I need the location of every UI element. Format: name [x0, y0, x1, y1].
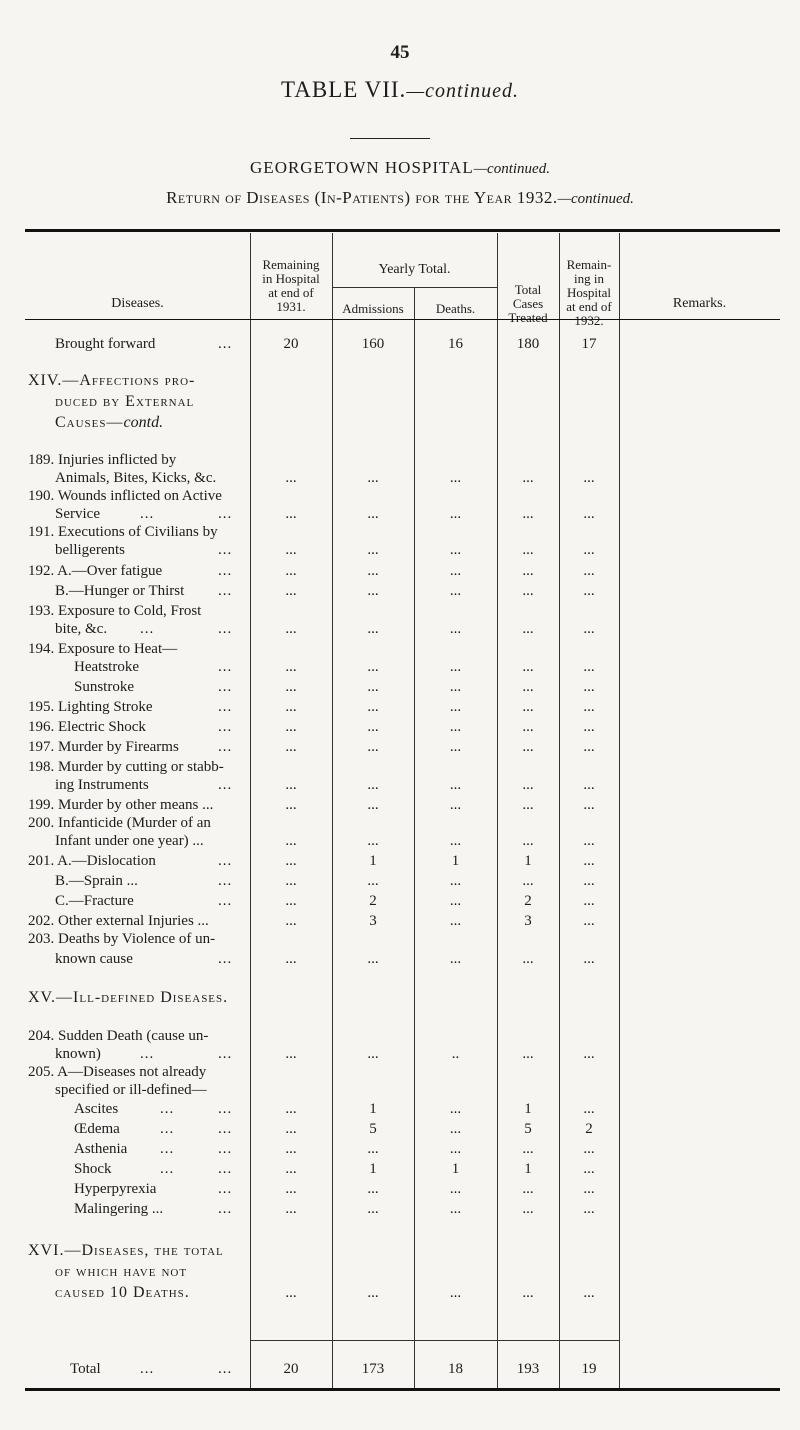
row-label: Heatstroke	[74, 659, 139, 675]
cell-deaths: ...	[449, 777, 462, 793]
row-label: 194. Exposure to Heat—	[28, 641, 178, 657]
leader-dots: ...	[218, 542, 233, 558]
cell-remaining-1932: ...	[583, 1161, 595, 1177]
table-row	[0, 583, 800, 599]
cell-remaining-1931: ...	[285, 951, 297, 967]
table-row	[0, 506, 800, 522]
cell-remaining-1932: ...	[583, 1141, 595, 1157]
cell-deaths: ...	[449, 563, 462, 579]
cell-deaths: ...	[449, 583, 462, 599]
section-xiv-title-2: duced by External	[55, 393, 195, 410]
header-yearly-total: Yearly Total.	[378, 262, 451, 277]
leader-dots: ...	[218, 1161, 233, 1177]
row-label: 192. A.—Over fatigue	[28, 563, 163, 579]
cell-remaining-1931: ...	[285, 1101, 297, 1117]
row-label: B.—Sprain ...	[55, 873, 138, 889]
cell-admissions: ...	[367, 583, 379, 599]
table-row	[0, 1201, 800, 1217]
row-label: 193. Exposure to Cold, Frost	[28, 603, 202, 619]
cell-total-cases: 180	[516, 336, 540, 352]
cell-deaths: ...	[449, 913, 462, 929]
cell-admissions: ...	[367, 833, 379, 849]
leader-dots: ...	[218, 336, 233, 352]
row-label: 196. Electric Shock	[28, 719, 146, 735]
table-bottom-rule	[25, 1388, 780, 1391]
cell-deaths: ...	[449, 621, 462, 637]
cell-deaths: ...	[449, 699, 462, 715]
return-heading	[0, 188, 800, 208]
table-row	[0, 679, 800, 695]
leader-dots: ...	[160, 1141, 175, 1157]
leader-dots: ...	[218, 893, 233, 909]
cell-remaining-1932: ...	[583, 853, 595, 869]
page-number: 45	[390, 42, 410, 63]
cell-deaths: ...	[449, 506, 462, 522]
table-row	[0, 563, 800, 579]
cell-total-cases: ...	[522, 506, 534, 522]
cell-remaining-1931: ...	[285, 1121, 297, 1137]
cell-admissions: 2	[369, 893, 377, 909]
leader-dots: ...	[218, 1046, 233, 1062]
section-xvi-line1	[28, 1242, 224, 1260]
cell-total-cases: ...	[522, 699, 534, 715]
table-row	[0, 1028, 800, 1044]
cell-deaths: ...	[449, 893, 462, 909]
cell-admissions: ...	[367, 1201, 379, 1217]
leader-dots: ...	[218, 563, 233, 579]
cell-deaths: ...	[449, 951, 462, 967]
leader-dots: ...	[218, 951, 233, 967]
row-label: Œdema	[74, 1121, 120, 1137]
row-label: 189. Injuries inflicted by	[28, 452, 177, 468]
header-admissions: Admissions	[342, 301, 404, 316]
section-xv-line1	[28, 989, 228, 1007]
cell-admissions: ...	[367, 1141, 379, 1157]
cell-remaining-1932: ...	[583, 470, 595, 486]
leader-dots: ...	[218, 1121, 233, 1137]
cell-remaining-1932: ...	[583, 699, 595, 715]
leader-dots: ...	[218, 1141, 233, 1157]
cell-deaths: ...	[449, 542, 462, 558]
cell-total-cases: ...	[522, 873, 534, 889]
table-row	[0, 1285, 800, 1301]
cell-remaining-1931: ...	[285, 1181, 297, 1197]
cell-deaths: ...	[449, 1201, 462, 1217]
cell-deaths: ...	[449, 739, 462, 755]
table-row	[0, 931, 800, 947]
leader-dots: ...	[140, 1046, 155, 1062]
table-top-rule	[25, 229, 780, 232]
cell-admissions: ...	[367, 777, 379, 793]
cell-remaining-1932: ...	[583, 1101, 595, 1117]
row-label: Asthenia	[74, 1141, 128, 1157]
cell-remaining-1932: ...	[583, 621, 595, 637]
table-row	[0, 833, 800, 849]
cell-deaths: ...	[449, 470, 462, 486]
cell-total-cases: ...	[522, 777, 534, 793]
cell-total-cases: ...	[522, 1046, 534, 1062]
cell-admissions: ...	[367, 542, 379, 558]
cell-remaining-1932: ...	[583, 739, 595, 755]
cell-remaining-1931: ...	[285, 470, 297, 486]
cell-deaths: 1	[451, 853, 460, 869]
row-label: 201. A.—Dislocation	[28, 853, 156, 869]
cell-remaining-1932: ...	[583, 873, 595, 889]
section-xvi-title-3: caused 10 Deaths.	[55, 1284, 190, 1301]
cell-admissions: 1	[369, 1161, 377, 1177]
leader-dots: ...	[218, 1201, 233, 1217]
table-row	[0, 488, 800, 504]
table-row	[0, 719, 800, 735]
row-label: known)	[55, 1046, 101, 1062]
cell-remaining-1931: ...	[285, 699, 297, 715]
row-label: 197. Murder by Firearms	[28, 739, 179, 755]
yearly-total-underline	[332, 287, 497, 288]
cell-admissions: ...	[367, 873, 379, 889]
cell-remaining-1931: ...	[285, 1161, 297, 1177]
cell-total-cases: ...	[522, 951, 534, 967]
cell-remaining-1932: 2	[585, 1121, 593, 1137]
header-deaths: Deaths.	[435, 301, 476, 316]
row-label: known cause	[55, 951, 133, 967]
cell-total-cases: 1	[524, 1161, 532, 1177]
leader-dots: ...	[218, 1101, 233, 1117]
row-label: 199. Murder by other means ...	[28, 797, 214, 813]
header-remaining-1931: Remaining in Hospital at end of 1931.	[262, 257, 320, 314]
cell-total-cases: ...	[522, 583, 534, 599]
cell-deaths: ...	[449, 797, 462, 813]
cell-remaining-1932: ...	[583, 913, 595, 929]
row-label: 202. Other external Injuries ...	[28, 913, 209, 929]
cell-deaths: ...	[449, 679, 462, 695]
cell-remaining-1932: ...	[583, 542, 595, 558]
leader-dots: ...	[160, 1161, 175, 1177]
cell-total-cases: ...	[522, 563, 534, 579]
table-row	[0, 797, 800, 813]
cell-remaining-1932: ...	[583, 679, 595, 695]
cell-deaths: ...	[449, 1285, 462, 1301]
cell-deaths: 16	[448, 336, 463, 352]
cell-total-cases: ...	[522, 739, 534, 755]
row-label: 203. Deaths by Violence of un-	[28, 931, 216, 947]
section-xiv-title: XIV.—Affections pro-	[28, 372, 196, 389]
cell-admissions: ...	[367, 506, 379, 522]
cell-deaths: ...	[449, 833, 462, 849]
cell-remaining-1931: ...	[285, 563, 297, 579]
row-label: 200. Infanticide (Murder of an	[28, 815, 211, 831]
cell-remaining-1932: ...	[583, 583, 595, 599]
table-row	[0, 470, 800, 486]
section-xvi-line2	[55, 1263, 187, 1281]
leader-dots: ...	[218, 679, 233, 695]
table-row	[0, 336, 800, 352]
table-row	[0, 1141, 800, 1157]
cell-remaining-1932: ...	[583, 659, 595, 675]
table-row	[0, 1046, 800, 1062]
cell-remaining-1931: ...	[285, 777, 297, 793]
table-row	[0, 951, 800, 967]
table-row	[0, 621, 800, 637]
row-label: Animals, Bites, Kicks, &c.	[55, 470, 217, 486]
cell-admissions: ...	[367, 679, 379, 695]
cell-total-cases: ...	[522, 542, 534, 558]
row-label: C.—Fracture	[55, 893, 134, 909]
table-row	[0, 699, 800, 715]
section-xvi-title-2: of which have not	[55, 1263, 188, 1280]
table-row	[0, 873, 800, 889]
cell-deaths: ...	[449, 1181, 462, 1197]
cell-remaining-1931: ...	[285, 1046, 297, 1062]
cell-deaths: 1	[451, 1161, 460, 1177]
cell-admissions: ...	[367, 699, 379, 715]
cell-remaining-1932: ...	[583, 563, 595, 579]
cell-remaining-1931: ...	[285, 542, 297, 558]
leader-dots: ...	[218, 583, 233, 599]
cell-deaths: ...	[449, 1101, 462, 1117]
cell-total-cases: ...	[522, 621, 534, 637]
cell-deaths: ...	[449, 1141, 462, 1157]
cell-admissions: ...	[367, 563, 379, 579]
cell-remaining-1932: ...	[583, 1285, 595, 1301]
row-label: Total	[70, 1361, 101, 1377]
cell-total-cases: 3	[524, 913, 532, 929]
cell-total-cases: 1	[524, 853, 532, 869]
leader-dots: ...	[218, 1181, 233, 1197]
leader-dots: ...	[160, 1121, 175, 1137]
cell-remaining-1931: ...	[285, 1285, 297, 1301]
table-row	[0, 777, 800, 793]
table-row	[0, 659, 800, 675]
table-title-main: TABLE VII.	[281, 77, 407, 102]
row-label: B.—Hunger or Thirst	[55, 583, 185, 599]
table-row-total	[0, 1361, 800, 1377]
cell-admissions: ...	[367, 951, 379, 967]
cell-remaining-1931: ...	[285, 679, 297, 695]
leader-dots: ...	[218, 853, 233, 869]
row-label: 195. Lighting Stroke	[28, 699, 153, 715]
cell-remaining-1932: ...	[583, 893, 595, 909]
row-label: 191. Executions of Civilians by	[28, 524, 218, 540]
header-bottom-rule	[25, 319, 780, 320]
total-separator-line	[250, 1340, 619, 1341]
cell-admissions: ...	[367, 659, 379, 675]
leader-dots: ...	[218, 873, 233, 889]
cell-deaths: ...	[449, 719, 462, 735]
return-title: Return of Diseases (In-Patients) for the Year 1932.	[166, 188, 558, 207]
cell-remaining-1932: ...	[583, 951, 595, 967]
cell-remaining-1931: ...	[285, 583, 297, 599]
row-label: bite, &c.	[55, 621, 108, 637]
row-label: Hyperpyrexia	[74, 1181, 157, 1197]
cell-admissions: ...	[367, 1181, 379, 1197]
cell-remaining-1931: 20	[283, 1361, 299, 1377]
cell-remaining-1932: ...	[583, 719, 595, 735]
table-row	[0, 641, 800, 657]
hospital-name: GEORGETOWN HOSPITAL	[250, 158, 474, 177]
leader-dots: ...	[140, 1361, 155, 1377]
table-row	[0, 759, 800, 775]
cell-admissions: ...	[367, 1046, 379, 1062]
table-row	[0, 524, 800, 540]
header-remarks: Remarks.	[672, 296, 727, 311]
section-xvi-title: XVI.—Diseases, the total	[28, 1242, 224, 1259]
hospital-continued: —continued.	[473, 161, 550, 177]
cell-total-cases: ...	[522, 470, 534, 486]
leader-dots: ...	[218, 739, 233, 755]
row-label: Malingering ...	[74, 1201, 164, 1217]
section-xiv-line1	[28, 372, 195, 390]
cell-remaining-1932: 19	[581, 1361, 597, 1377]
cell-deaths: 18	[448, 1361, 463, 1377]
row-label: Sunstroke	[74, 679, 134, 695]
cell-remaining-1931: ...	[285, 659, 297, 675]
hospital-heading	[0, 158, 800, 178]
section-xiv-line3	[55, 414, 163, 432]
table-title-continued: —continued.	[406, 80, 519, 102]
header-diseases: Diseases.	[111, 296, 164, 311]
cell-admissions: 5	[369, 1121, 377, 1137]
header-total-cases: Total Cases Treated	[508, 282, 548, 325]
header-remaining-1932: Remain-ing in Hospital at end of 1932.	[566, 257, 612, 328]
cell-deaths: ..	[451, 1046, 460, 1062]
cell-total-cases: ...	[522, 1181, 534, 1197]
row-label: Ascites	[74, 1101, 119, 1117]
leader-dots: ...	[160, 1101, 175, 1117]
cell-admissions: ...	[367, 621, 379, 637]
leader-dots: ...	[218, 777, 233, 793]
cell-remaining-1931: ...	[285, 913, 297, 929]
cell-deaths: ...	[449, 873, 462, 889]
cell-admissions: 160	[361, 336, 385, 352]
cell-admissions: 1	[369, 1101, 377, 1117]
leader-dots: ...	[140, 506, 155, 522]
cell-total-cases: 1	[524, 1101, 532, 1117]
cell-remaining-1931: ...	[285, 506, 297, 522]
row-label: 204. Sudden Death (cause un-	[28, 1028, 209, 1044]
cell-admissions: 3	[369, 913, 377, 929]
cell-remaining-1932: ...	[583, 833, 595, 849]
cell-total-cases: ...	[522, 719, 534, 735]
section-xv-title: XV.—Ill-defined Diseases.	[28, 989, 229, 1006]
table-row	[0, 913, 800, 929]
cell-deaths: ...	[449, 1121, 462, 1137]
leader-dots: ...	[218, 506, 233, 522]
cell-total-cases: ...	[522, 833, 534, 849]
section-xiv-title-3: Causes—	[55, 414, 124, 431]
table-row	[0, 853, 800, 869]
row-label: Shock	[74, 1161, 112, 1177]
row-label: Infant under one year) ...	[55, 833, 204, 849]
return-continued: —continued.	[557, 191, 634, 207]
cell-remaining-1931: ...	[285, 853, 297, 869]
table-row	[0, 739, 800, 755]
cell-deaths: ...	[449, 659, 462, 675]
cell-remaining-1931: ...	[285, 739, 297, 755]
leader-dots: ...	[218, 719, 233, 735]
cell-remaining-1932: ...	[583, 1181, 595, 1197]
row-label: ing Instruments	[55, 777, 149, 793]
row-label: belligerents	[55, 542, 125, 558]
cell-admissions: ...	[367, 1285, 379, 1301]
row-label: 205. A—Diseases not already	[28, 1064, 207, 1080]
table-row	[0, 1181, 800, 1197]
table-row	[0, 893, 800, 909]
cell-remaining-1932: 17	[581, 336, 597, 352]
section-xiv-contd: contd.	[123, 414, 164, 431]
cell-total-cases: ...	[522, 1201, 534, 1217]
cell-remaining-1931: ...	[285, 719, 297, 735]
cell-remaining-1931: 20	[283, 336, 299, 352]
leader-dots: ...	[218, 659, 233, 675]
leader-dots: ...	[140, 621, 155, 637]
leader-dots: ...	[218, 621, 233, 637]
cell-total-cases: ...	[522, 797, 534, 813]
table-row	[0, 815, 800, 831]
cell-remaining-1932: ...	[583, 506, 595, 522]
table-row	[0, 452, 800, 468]
cell-admissions: ...	[367, 797, 379, 813]
cell-remaining-1931: ...	[285, 797, 297, 813]
cell-remaining-1931: ...	[285, 1141, 297, 1157]
cell-remaining-1931: ...	[285, 833, 297, 849]
cell-total-cases: ...	[522, 679, 534, 695]
section-xiv-line2	[55, 393, 194, 411]
cell-total-cases: 193	[516, 1361, 540, 1377]
cell-total-cases: 5	[524, 1121, 532, 1137]
table-row	[0, 1064, 800, 1080]
cell-remaining-1932: ...	[583, 797, 595, 813]
row-label: specified or ill-defined—	[55, 1082, 207, 1098]
cell-admissions: ...	[367, 719, 379, 735]
cell-admissions: 173	[361, 1361, 385, 1377]
cell-admissions: ...	[367, 470, 379, 486]
cell-remaining-1932: ...	[583, 1046, 595, 1062]
table-row	[0, 1101, 800, 1117]
table-row	[0, 1082, 800, 1098]
cell-total-cases: ...	[522, 659, 534, 675]
cell-total-cases: ...	[522, 1285, 534, 1301]
row-label: 190. Wounds inflicted on Active	[28, 488, 222, 504]
table-row	[0, 542, 800, 558]
row-label: Brought forward	[55, 336, 156, 352]
leader-dots: ...	[218, 699, 233, 715]
cell-remaining-1931: ...	[285, 873, 297, 889]
table-row	[0, 1161, 800, 1177]
row-label: Service	[55, 506, 100, 522]
cell-total-cases: ...	[522, 1141, 534, 1157]
table-title	[0, 77, 800, 103]
cell-remaining-1931: ...	[285, 621, 297, 637]
cell-remaining-1931: ...	[285, 1201, 297, 1217]
cell-remaining-1932: ...	[583, 1201, 595, 1217]
table-row	[0, 1121, 800, 1137]
leader-dots: ...	[218, 1361, 233, 1377]
table-row	[0, 603, 800, 619]
row-label: 198. Murder by cutting or stabb-	[28, 759, 224, 775]
cell-remaining-1932: ...	[583, 777, 595, 793]
cell-admissions: ...	[367, 739, 379, 755]
title-rule	[350, 138, 430, 139]
cell-admissions: 1	[369, 853, 377, 869]
cell-total-cases: 2	[524, 893, 532, 909]
cell-remaining-1931: ...	[285, 893, 297, 909]
